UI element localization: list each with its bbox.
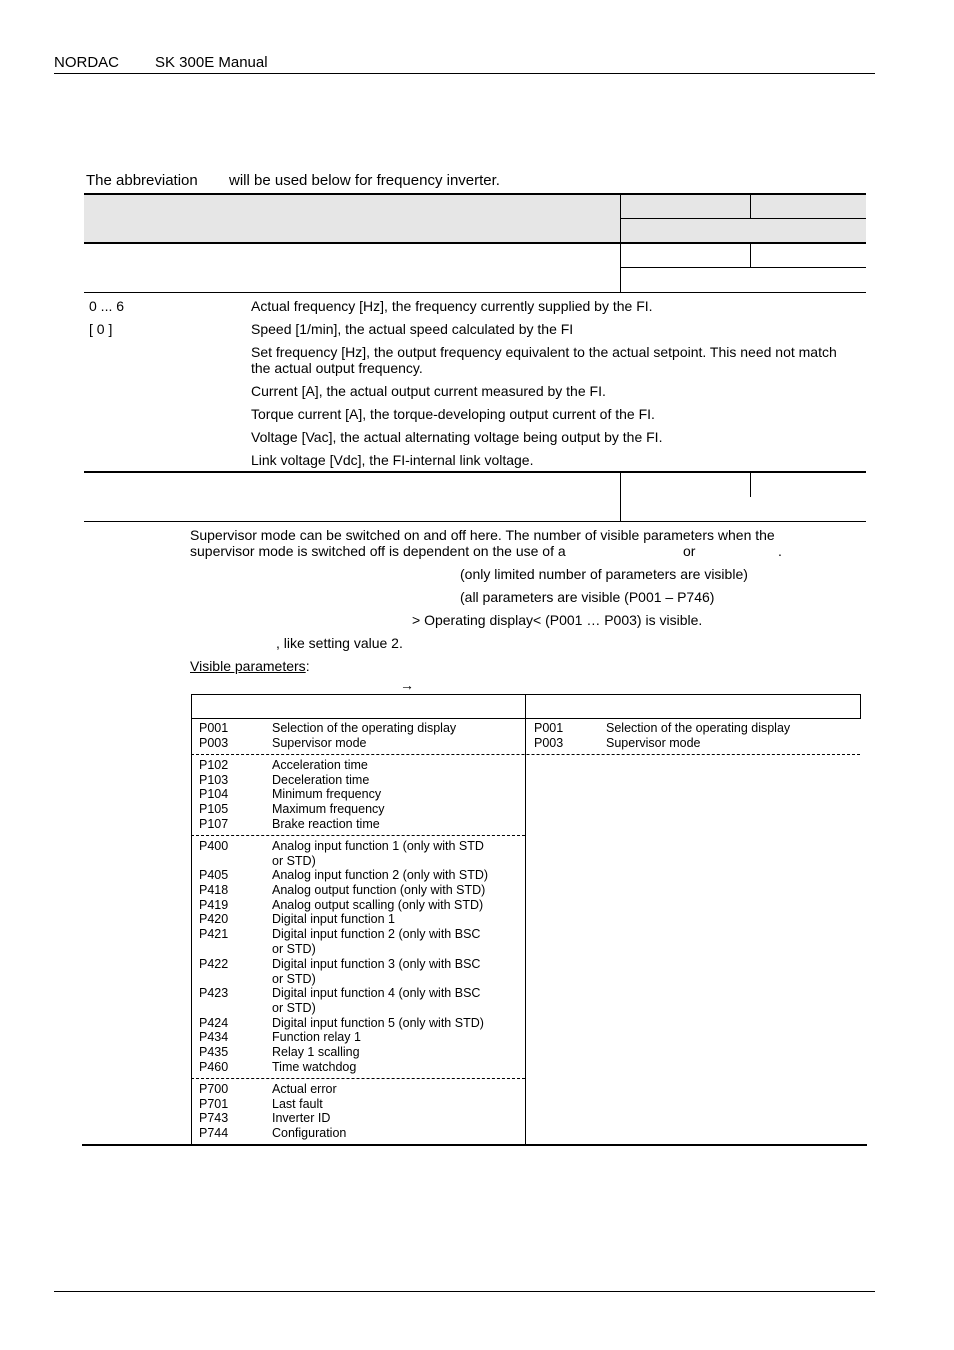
group-divider	[191, 1078, 525, 1079]
group-divider	[191, 754, 860, 755]
param-code: P001	[199, 721, 229, 735]
param-name: Time watchdog	[272, 1060, 357, 1074]
p003-description-line2: supervisor mode is switched off is dependent on the use of a	[190, 543, 566, 559]
param-name: Relay 1 scalling	[272, 1045, 360, 1059]
p003-description-or: or	[683, 543, 696, 559]
param-name: Supervisor mode	[272, 736, 367, 750]
param-code: P107	[199, 817, 229, 831]
param-name-continued: or STD)	[272, 1000, 316, 1015]
param-name: Analog output function (only with STD)	[272, 883, 486, 897]
param-name: Digital input function 5 (only with STD)	[272, 1016, 484, 1030]
group-divider	[191, 835, 525, 836]
visible-parameters-heading	[190, 658, 310, 674]
param-code: P700	[199, 1082, 229, 1096]
param-code: P435	[199, 1045, 229, 1059]
p003-description-end: .	[778, 543, 782, 559]
p003-subcol-divider	[750, 472, 751, 497]
p001-option: Actual frequency [Hz], the frequency currently supplied by the FI.	[251, 298, 653, 314]
param-code: P419	[199, 898, 229, 912]
param-code: P105	[199, 802, 229, 816]
param-code: P421	[199, 927, 229, 941]
param-code: P423	[199, 986, 229, 1000]
p001-subcol-divider-bottom	[750, 243, 751, 267]
p003-option-display: > Operating display< (P001 … P003) is visible.	[412, 612, 703, 628]
p001-second-mid-rule	[620, 267, 866, 268]
param-name: Supervisor mode	[606, 736, 701, 750]
visible-params-header-row	[191, 694, 861, 719]
p001-subcol-divider-top	[750, 194, 751, 218]
param-name-continued: or STD)	[272, 971, 316, 986]
p001-option: Link voltage [Vdc], the FI-internal link voltage.	[251, 452, 534, 468]
p001-option: Torque current [A], the torque-developing output current of the FI.	[251, 406, 655, 422]
param-name: Selection of the operating display	[606, 721, 791, 735]
p003-option-all: (all parameters are visible (P001 – P746)	[460, 589, 715, 605]
param-name: Digital input function 1	[272, 912, 395, 926]
p003-header-bottom-rule	[84, 521, 866, 522]
p003-top-rule	[84, 471, 866, 473]
p001-top-rule	[84, 193, 866, 195]
param-code: P422	[199, 957, 229, 971]
param-name: Last fault	[272, 1097, 323, 1111]
p003-description-line1: Supervisor mode can be switched on and off here. The number of visible parameters when the	[190, 527, 775, 543]
header-manual-title: SK 300E Manual	[155, 54, 268, 71]
p003-option-limited: (only limited number of parameters are visible)	[460, 566, 748, 582]
p003-col-divider	[620, 472, 621, 521]
param-code: P003	[199, 736, 229, 750]
arrow-icon: →	[400, 677, 414, 693]
param-name: Selection of the operating display	[272, 721, 457, 735]
param-name: Analog output scalling (only with STD)	[272, 898, 484, 912]
param-code: P103	[199, 773, 229, 787]
param-name: Digital input function 2 (only with BSC	[272, 927, 481, 941]
param-name: Acceleration time	[272, 758, 368, 772]
param-name: Deceleration time	[272, 773, 370, 787]
param-code: P460	[199, 1060, 229, 1074]
param-name: Brake reaction time	[272, 817, 380, 831]
param-code: P405	[199, 868, 229, 882]
param-name-continued: or STD)	[272, 853, 316, 868]
p001-header-mid-rule	[620, 218, 866, 219]
param-code: P418	[199, 883, 229, 897]
p001-body-top-rule	[84, 292, 866, 293]
p001-default: [ 0 ]	[89, 321, 113, 337]
param-name: Function relay 1	[272, 1030, 361, 1044]
intro-text-start: The abbreviation	[86, 172, 198, 189]
param-code: P743	[199, 1111, 229, 1125]
header-brand: NORDAC	[54, 54, 120, 71]
param-name-continued: or STD)	[272, 941, 316, 956]
param-code: P003	[534, 736, 564, 750]
param-code: P102	[199, 758, 229, 772]
p001-range: 0 ... 6	[89, 298, 125, 314]
p003-option-like: , like setting value 2.	[276, 635, 403, 651]
visible-parameters-colon: :	[305, 658, 310, 674]
p001-option: Set frequency [Hz], the output frequency equivalent to the actual setpoint. This need not match	[251, 344, 837, 360]
param-code: P434	[199, 1030, 229, 1044]
param-code: P424	[199, 1016, 229, 1030]
intro-text-end: will be used below for frequency inverter.	[229, 172, 500, 189]
param-name: Actual error	[272, 1082, 337, 1096]
param-name: Digital input function 3 (only with BSC	[272, 957, 481, 971]
param-code: P104	[199, 787, 229, 801]
param-code: P400	[199, 839, 229, 853]
p001-option: Current [A], the actual output current measured by the FI.	[251, 383, 606, 399]
header-rule	[54, 73, 875, 74]
p001-header-bottom-rule	[84, 242, 866, 244]
table-bottom-rule	[82, 1144, 867, 1146]
footer-rule	[54, 1291, 875, 1292]
param-name: Minimum frequency	[272, 787, 382, 801]
param-name: Inverter ID	[272, 1111, 331, 1125]
visible-params-col-divider	[525, 694, 526, 1145]
param-code: P744	[199, 1126, 229, 1140]
p001-option: the actual output frequency.	[251, 360, 423, 376]
param-name: Analog input function 1 (only with STD	[272, 839, 484, 853]
param-name: Maximum frequency	[272, 802, 385, 816]
param-code: P420	[199, 912, 229, 926]
param-code: P701	[199, 1097, 229, 1111]
param-name: Analog input function 2 (only with STD)	[272, 868, 489, 882]
visible-parameters-label: Visible parameters	[190, 658, 306, 674]
param-name: Digital input function 4 (only with BSC	[272, 986, 481, 1000]
p001-option: Voltage [Vac], the actual alternating voltage being output by the FI.	[251, 429, 663, 445]
param-code: P001	[534, 721, 564, 735]
param-name: Configuration	[272, 1126, 347, 1140]
p001-option: Speed [1/min], the actual speed calculated by the FI	[251, 321, 574, 337]
